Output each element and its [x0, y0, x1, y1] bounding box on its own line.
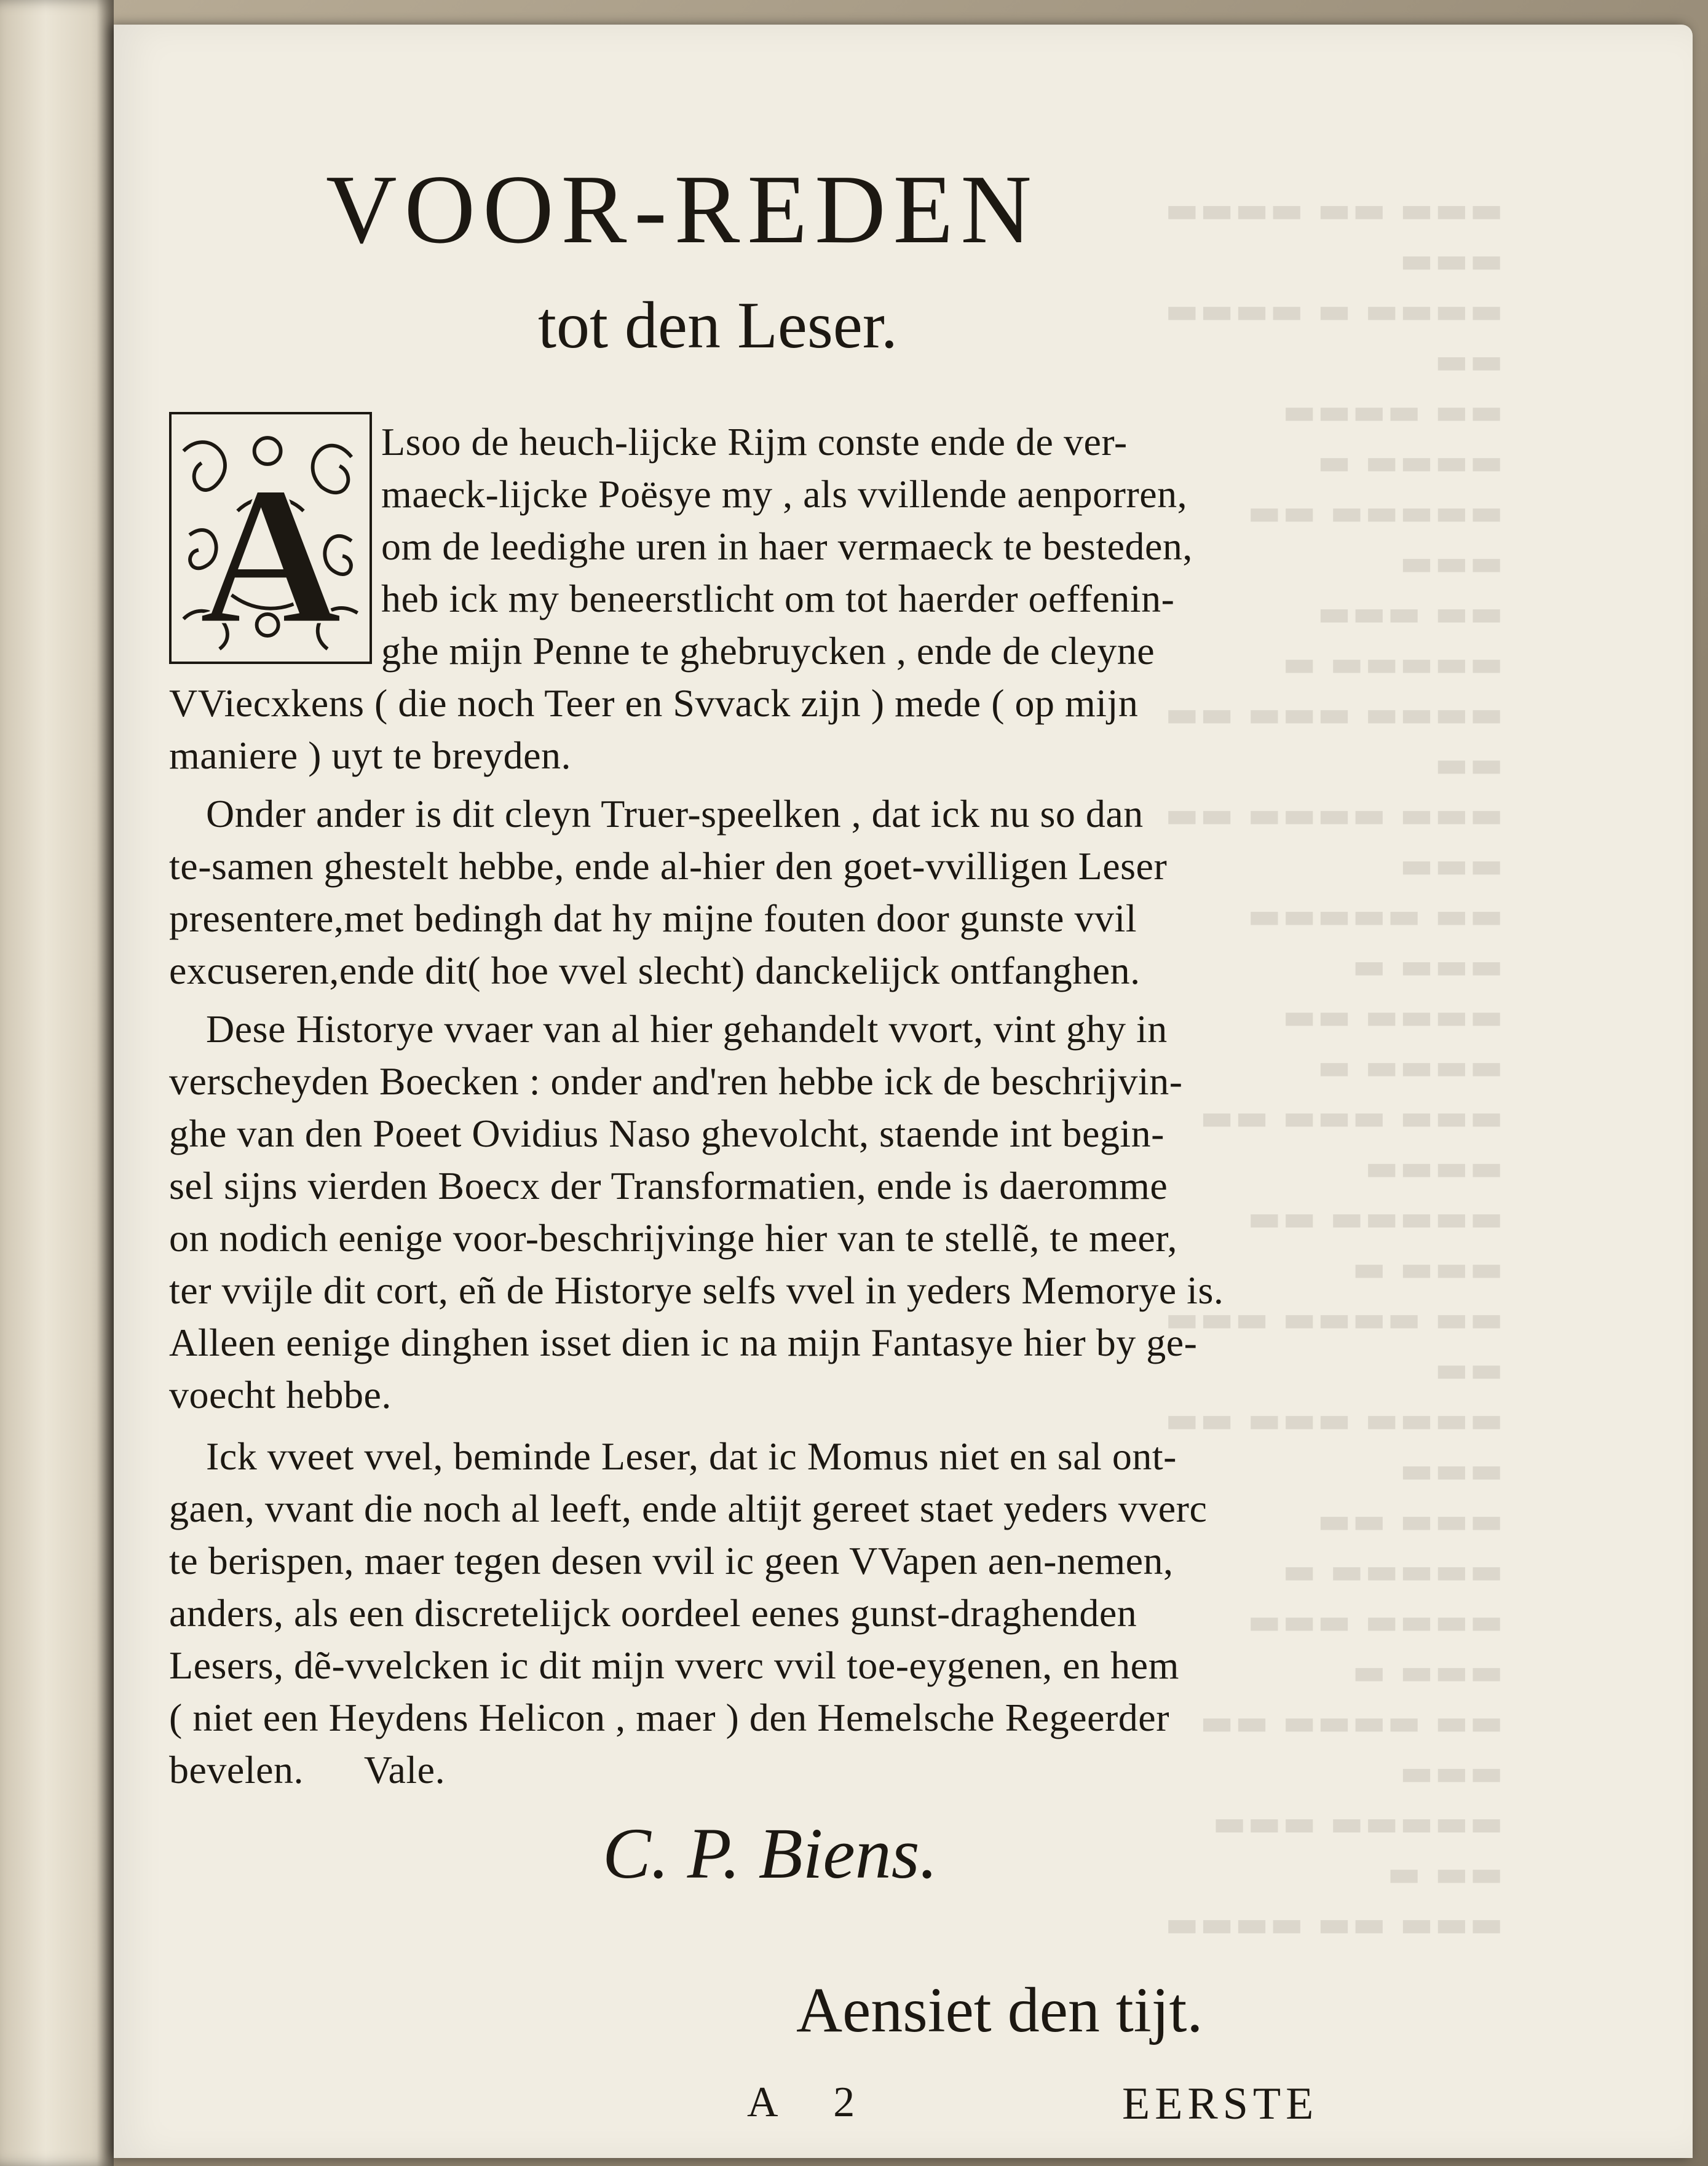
text-line: excuseren,ende dit( hoe vvel slecht) danckelijck ontfanghen.	[169, 949, 1141, 992]
text-line: te berispen, maer tegen desen vvil ic geen VVapen aen-nemen,	[169, 1539, 1174, 1583]
text-line: heb ick my beneerstlicht om tot haerder oeffenin-	[381, 577, 1175, 620]
text-line: om de leedighe uren in haer vermaeck te besteden,	[381, 524, 1193, 568]
text-line: Ick vveet vvel, beminde Leser, dat ic Momus niet en sal ont-	[206, 1434, 1177, 1478]
facing-page-edge	[0, 0, 114, 2166]
text-line: on nodich eenige voor-beschrijvinge hier van te stellẽ, te meer,	[169, 1216, 1177, 1260]
signature-mark: A 2	[747, 2079, 879, 2126]
page-title: VOOR-REDEN	[326, 154, 1039, 264]
text-line: Alleen eenige dinghen isset dien ic na mijn Fantasye hier by ge-	[169, 1321, 1198, 1364]
catchword: EERSTE	[1122, 2079, 1319, 2129]
text-line: maeck-lijcke Poësye my , als vvillende aenporren,	[381, 472, 1188, 516]
text-line: ( niet een Heydens Helicon , maer ) den Hemelsche Regeerder	[169, 1696, 1169, 1739]
text-line: voecht hebbe.	[169, 1373, 392, 1417]
text-line: Dese Historye vvaer van al hier gehandelt vvort, vint ghy in	[206, 1007, 1168, 1051]
floral-initial-ornament	[172, 414, 370, 662]
book-page	[114, 25, 1693, 2158]
text-line: ghe van den Poeet Ovidius Naso ghevolcht, staende int begin-	[169, 1112, 1164, 1155]
page-subtitle: tot den Leser.	[538, 289, 898, 362]
text-line: Lsoo de heuch-lijcke Rijm conste ende de ver-	[381, 420, 1128, 464]
text-line: presentere,met bedingh dat hy mijne fouten door gunste vvil	[169, 896, 1137, 940]
text-line: sel sijns vierden Boecx der Transformatien, ende is daeromme	[169, 1164, 1168, 1208]
show-through-text: ▬▬▬ ▬▬ ▬▬▬▬ ▬▬▬ ▬▬▬▬ ▬ ▬▬▬▬ ▬▬ ▬▬ ▬▬▬▬ ▬▬▬▬ ▬ ▬▬▬▬▬ ▬▬ ▬▬▬ ▬▬ ▬▬▬ ▬▬▬▬▬ ▬ ▬▬▬▬ ▬▬▬ ▬▬ ▬▬ ▬▬▬ ▬▬▬▬ ▬▬ ▬▬▬ ▬▬ ▬▬▬▬▬ ▬▬▬ ▬ ▬▬▬▬ ▬▬ ▬▬▬▬ ▬ ▬▬▬ ▬▬▬ ▬▬ ▬▬▬▬ ▬▬▬▬▬ ▬▬ ▬▬▬ ▬ ▬▬ ▬▬▬▬ ▬▬▬ ▬▬ ▬▬▬▬ ▬▬▬ ▬▬ ▬▬▬ ▬▬▬ ▬▬ ▬▬▬▬▬ ▬ ▬▬▬▬ ▬▬▬ ▬▬▬ ▬ ▬▬ ▬▬▬▬ ▬▬ ▬▬▬ ▬▬▬▬▬ ▬▬▬ ▬▬ ▬ ▬▬▬ ▬▬ ▬▬▬▬	[1163, 189, 1503, 1937]
text-line: maniere ) uyt te breyden.	[169, 733, 571, 777]
decorated-initial	[169, 412, 372, 664]
page-text	[114, 25, 1693, 2158]
text-line: bevelen. Vale.	[169, 1748, 446, 1792]
text-line: Onder ander is dit cleyn Truer-speelken , dat ick nu so dan	[206, 792, 1144, 836]
text-line: gaen, vvant die noch al leeft, ende altijt gereet staet yeders vverc	[169, 1487, 1208, 1530]
text-line: te-samen ghestelt hebbe, ende al-hier den goet-vvilligen Leser	[169, 844, 1168, 888]
author-signature: C. P. Biens.	[603, 1813, 938, 1894]
motto: Aensiet den tijt.	[796, 1975, 1203, 2045]
text-line: Lesers, dẽ-vvelcken ic dit mijn vverc vvil toe-eygenen, en hem	[169, 1643, 1179, 1687]
initial-letter: A	[199, 445, 342, 662]
text-line: verscheyden Boecken : onder and'ren hebbe ick de beschrijvin-	[169, 1059, 1183, 1103]
text-line: ghe mijn Penne te ghebruycken , ende de cleyne	[381, 629, 1155, 673]
text-line: anders, als een discretelijck oordeel eenes gunst-draghenden	[169, 1591, 1137, 1635]
text-line: ter vvijle dit cort, eñ de Historye selfs vvel in yeders Memorye is.	[169, 1268, 1224, 1312]
text-line: VViecxkens ( die noch Teer en Svvack zijn ) mede ( op mijn	[169, 681, 1139, 725]
